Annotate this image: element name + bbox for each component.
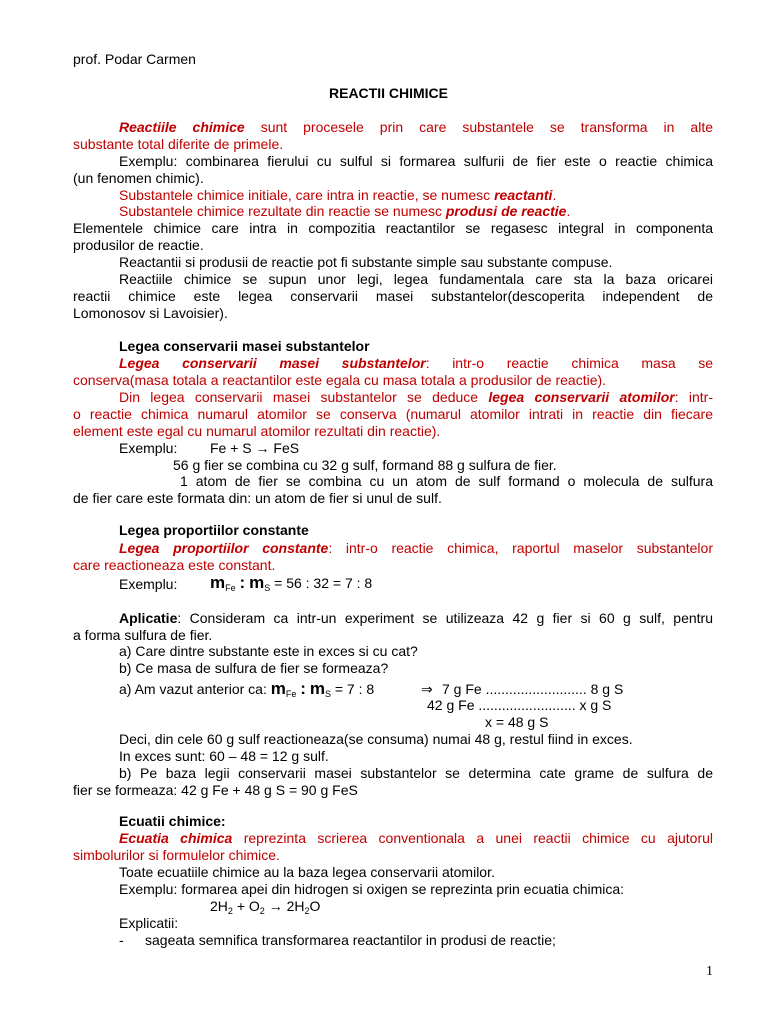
page-number: 1 (706, 964, 713, 979)
eq-line-3: Toate ecuatiile chimice au la baza legea conservarii atomilor. (119, 864, 495, 880)
intro-line-6: Substantele chimice rezultate din reactie se numesc produsi de reactie. (119, 203, 571, 219)
eq-line-4: Exemplu: formarea apei din hidrogen si oxigen se reprezinta prin ecuatia chimica: (119, 881, 625, 897)
mass-line-2: conserva(masa totala a reactantilor este egala cu masa totala a produsilor de reactie). (73, 372, 607, 388)
answer-a-line: a) Am vazut anterior ca: $m_{Fe}$ : $m_S = 7$ : 8 (119, 679, 375, 699)
term-reactants: reactanti (494, 187, 553, 203)
app-line-2: a forma sulfura de fier. (73, 627, 213, 643)
eq-line-1: Ecuatia chimica reprezinta scrierea conventionala a unei reactii chimice cu ajutorul (119, 830, 714, 846)
section-heading-proportions: Legea proportiilor constante (119, 522, 309, 538)
prop-line-1: Legea proportiilor constante: intr-o reactie chimica, raportul maselor substantelor (119, 540, 713, 556)
section-heading-equations: Ecuatii chimice: (119, 813, 226, 829)
prop-example-label: Exemplu: (119, 576, 178, 592)
answer-x: x = 48 g S (485, 714, 549, 730)
app-line-6: fier se formeaza: 42 g Fe + 48 g S = 90 g FeS (73, 782, 358, 798)
question-a: a) Care dintre substante este in exces si cu cat? (119, 643, 418, 659)
intro-line-8: produsilor de reactie. (73, 237, 204, 253)
prop-line-2: care reactioneaza este constant. (73, 557, 276, 573)
mass-line-1: Legea conservarii masei substantelor: intr-o reactie chimica masa se (119, 355, 713, 371)
bullet-text: sageata semnifica transformarea reactantilor in produsi de reactie; (145, 932, 556, 948)
explanations-label: Explicatii: (119, 915, 179, 931)
mass-line-5: element este egal cu numarul atomilor rezultati din reactie). (73, 423, 441, 439)
mass-line-3: Din legea conservarii masei substantelor se deduce legea conservarii atomilor: intr- (119, 389, 713, 405)
app-label: Aplicatie (119, 610, 178, 626)
intro-line-12: Lomonosov si Lavoisier). (73, 305, 228, 321)
prop-example-formula: $m_{Fe}$ : $m_S = 56$ : 32 = 7 : 8 (210, 573, 373, 593)
intro-line-4: (un fenomen chimic). (73, 170, 204, 186)
water-formation-equation: $2H_2 + O_2 \to 2H_2O$ (210, 898, 321, 916)
mass-line-7: 1 atom de fier se combina cu un atom de sulf formand o molecula de sulfura (180, 473, 713, 489)
term-chemical-reactions: Reactiile chimice (119, 119, 245, 135)
mass-line-8: de fier care este formata din: un atom de fier si unul de sulf. (73, 490, 442, 506)
mass-line-6: 56 g fier se combina cu 32 g sulf, formand 88 g sulfura de fier. (173, 457, 557, 473)
implies-arrow: ⇒ (421, 681, 433, 697)
intro-line-7: Elementele chimice care intra in compozitia reactantilor se regasesc integral in componenta (73, 220, 713, 236)
intro-line-3: Exemplu: combinarea fierului cu sulful si formarea sulfurii de fier este o reactie chimica (119, 153, 713, 169)
term-products: produsi de reactie (445, 203, 567, 219)
author: prof. Podar Carmen (73, 51, 196, 67)
question-b: b) Ce masa de sulfura de fier se formeaza? (119, 660, 389, 676)
page-title: REACTII CHIMICE (329, 85, 448, 101)
app-line-5: b) Pe baza legii conservarii masei substantelor se determina cate grame de sulfura de (119, 765, 713, 781)
intro-line-1: Reactiile chimice sunt procesele prin care substantele se transforma in alte (119, 119, 713, 135)
answer-rule-1: 7 g Fe .......................... 8 g S (442, 681, 624, 697)
mass-example-equation: Fe + S → FeS (210, 440, 300, 456)
intro-line-5: Substantele chimice initiale, care intra in reactie, se numesc reactanti. (119, 187, 557, 203)
intro-line-9: Reactantii si produsii de reactie pot fi substante simple sau substante compuse. (119, 254, 613, 270)
mass-example-label: Exemplu: (119, 440, 178, 456)
app-line-3: Deci, din cele 60 g sulf reactioneaza(se consuma) numai 48 g, restul fiind in exces. (119, 731, 633, 747)
eq-line-2: simbolurilor si formulelor chimice. (73, 847, 280, 863)
intro-line-11: reactii chimice este legea conservarii masei substantelor(descoperita independent de (73, 288, 713, 304)
bullet-dash: - (119, 932, 124, 948)
intro-line-2: substante total diferite de primele. (73, 136, 284, 152)
answer-rule-2: 42 g Fe ......................... x g S (427, 697, 612, 713)
section-heading-mass: Legea conservarii masei substantelor (119, 338, 370, 354)
app-line-1: Aplicatie: Consideram ca intr-un experiment se utilizeaza 42 g fier si 60 g sulf, pentru (119, 610, 713, 626)
app-line-4: In exces sunt: 60 – 48 = 12 g sulf. (119, 748, 329, 764)
intro-line-10: Reactiile chimice se supun unor legi, legea fundamentala care sta la baza oricarei (119, 271, 713, 287)
mass-line-4: o reactie chimica numarul atomilor se conserva (numarul atomilor intrati in reactie din fiecare (73, 406, 713, 422)
